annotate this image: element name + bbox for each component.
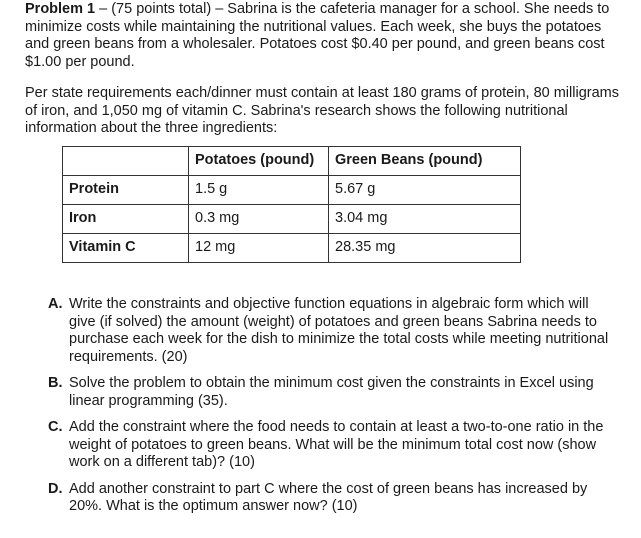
cell-protein-green-beans: 5.67 g — [329, 176, 521, 205]
requirements-paragraph: Per state requirements each/dinner must contain at least 180 grams of protein, 80 milligrams of iron, and 1,050 mg of vitamin C. Sabrina's research shows the following nutritional information about the three ingredients: — [25, 85, 619, 136]
table-header-green-beans: Green Beans (pound) — [329, 147, 521, 176]
problem-intro — [25, 1, 625, 71]
list-item — [48, 296, 618, 366]
question-text: Add another constraint to part C where the cost of green beans has increased by 20%. What is the optimum answer now? (10) — [69, 480, 588, 514]
row-label-iron: Iron — [63, 205, 189, 234]
row-label-vitamin-c: Vitamin C — [63, 234, 189, 263]
cell-vitamin-c-potatoes: 12 mg — [189, 234, 329, 263]
list-item — [48, 419, 618, 472]
cell-vitamin-c-green-beans: 28.35 mg — [329, 234, 521, 263]
table-row — [63, 176, 521, 205]
row-label-protein: Protein — [63, 176, 189, 205]
problem-title: Problem 1 — [25, 1, 96, 17]
table-row — [63, 234, 521, 263]
question-list — [48, 296, 618, 525]
problem-intro-text: – (75 points total) – Sabrina is the cafeteria manager for a school. She needs to minimize costs while maintaining the nutritional values. Each week, she buys the potatoes and green beans from a wholesaler. Potatoes cost $0.40 per pound, and green beans cost $1.00 per pound. — [25, 1, 610, 70]
list-item — [48, 375, 618, 410]
table-header-row — [63, 147, 521, 176]
cell-iron-green-beans: 3.04 mg — [329, 205, 521, 234]
question-letter: B. — [48, 375, 63, 391]
question-text: Write the constraints and objective function equations in algebraic form which will give (if solved) the amount (weight) of potatoes and green beans Sabrina needs to purchase each week for the dish to minimize the total costs while meeting nutritional requirements. (20) — [69, 296, 609, 365]
question-letter: A. — [48, 296, 63, 312]
question-letter: C. — [48, 419, 63, 435]
question-text: Solve the problem to obtain the minimum cost given the constraints in Excel using linear programming (35). — [69, 375, 594, 409]
table-header-potatoes: Potatoes (pound) — [189, 147, 329, 176]
question-text: Add the constraint where the food needs to contain at least a two-to-one ratio in the weight of potatoes to green beans. What will be the minimum total cost now (show work on a different tab)? (10) — [69, 419, 604, 470]
list-item — [48, 481, 618, 516]
cell-iron-potatoes: 0.3 mg — [189, 205, 329, 234]
nutrition-table — [62, 146, 521, 263]
table-row — [63, 205, 521, 234]
question-letter: D. — [48, 480, 63, 497]
table-header-empty — [63, 147, 189, 176]
cell-protein-potatoes: 1.5 g — [189, 176, 329, 205]
